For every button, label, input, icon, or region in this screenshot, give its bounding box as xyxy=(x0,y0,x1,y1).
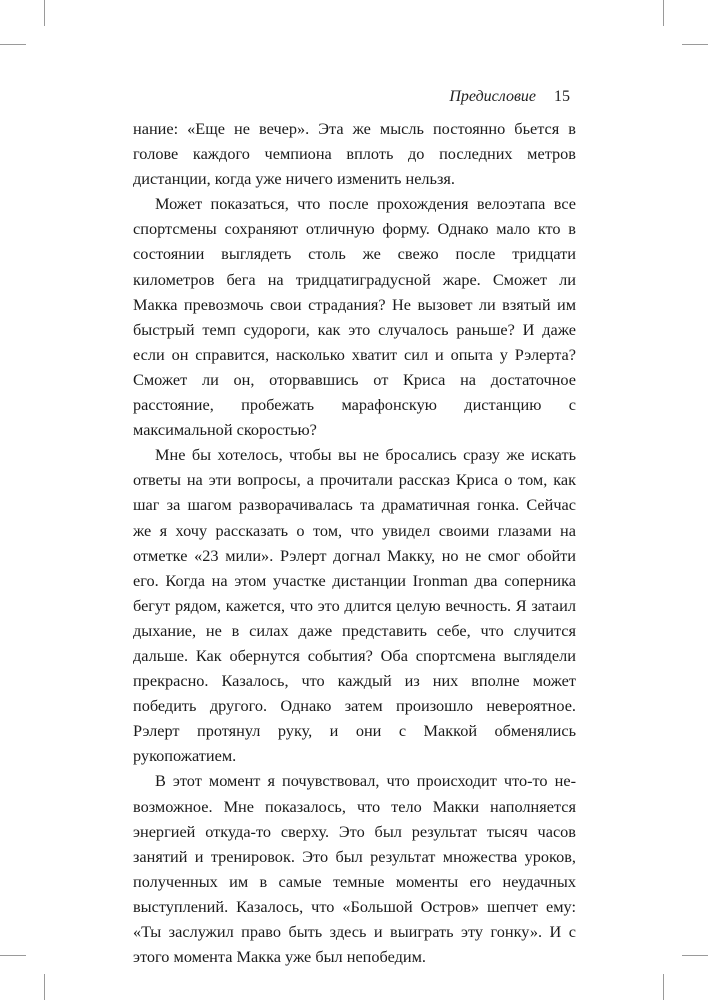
crop-mark-bottom-left-h xyxy=(0,955,26,956)
paragraph-4: В этот момент я почувствовал, что происходит что-то невозможное. Мне показалось, что тело Макки наполняется энергией откуда-то сверху. Это был результат тысяч часов занятий и тренировок. Это был результат множества уроков, полученных им в самые темные моменты его неудачных выступлений. Казалось, что «Большой Остров» шепчет ему: «Ты заслужил право быть здесь и выиграть эту гонку». И с этого момента Макка уже был непобедим. xyxy=(133,771,576,967)
paragraph-2: Может показаться, что после прохождения велоэтапа все спортсмены сохраняют отличную форму. Однако мало кто в состоянии выглядеть столь же свежо после тридцати километров бега на тридцатиградусной жаре. Сможет ли Макка превозмочь свои страдания? Не вызовет ли взятый им быстрый темп судороги, как это случалось раньше? И даже если он справится, насколько хватит сил и опыта у Рэлерта? Сможет ли он, оторвавшись от Криса на достаточное расстояние, пробежать марафонскую дистанцию с максимальной скоростью? xyxy=(133,194,576,440)
crop-mark-top-right-v xyxy=(663,0,664,26)
running-head xyxy=(449,88,570,106)
crop-mark-top-left-v xyxy=(44,0,45,26)
crop-mark-bottom-right-v xyxy=(663,974,664,1000)
crop-mark-bottom-right-h xyxy=(682,955,708,956)
page-number: 15 xyxy=(554,88,570,105)
running-head-title: Предисловие xyxy=(449,88,536,105)
paragraph-1: нание: «Еще не вечер». Эта же мысль постоянно бьется в голове каждого чемпиона вплоть до последних метров дистанции, когда уже ничего изменить нельзя. xyxy=(133,119,576,189)
page-body xyxy=(133,116,576,969)
crop-mark-top-right-h xyxy=(682,44,708,45)
crop-mark-top-left-h xyxy=(0,44,26,45)
crop-mark-bottom-left-v xyxy=(44,974,45,1000)
paragraph-3: Мне бы хотелось, чтобы вы не бросались сразу же искать ответы на эти вопросы, а прочитали рассказ Криса о том, как шаг за шагом разворачивалась та драматичная гонка. Сейчас же я хочу рассказать о том, что увидел своими глазами на отметке «23 мили». Рэлерт догнал Макку, но не смог обойти его. Когда на этом участке дистанции Ironman два соперника бегут рядом, кажется, что это длится целую вечность. Я затаил дыхание, не в силах даже представить себе, что случится дальше. Как обернутся события? Оба спортсмена выглядели прекрасно. Казалось, что каждый из них вполне может победить другого. Однако затем произошло невероятное. Рэлерт протянул руку, и они с Маккой обменялись рукопожатием. xyxy=(133,445,576,766)
